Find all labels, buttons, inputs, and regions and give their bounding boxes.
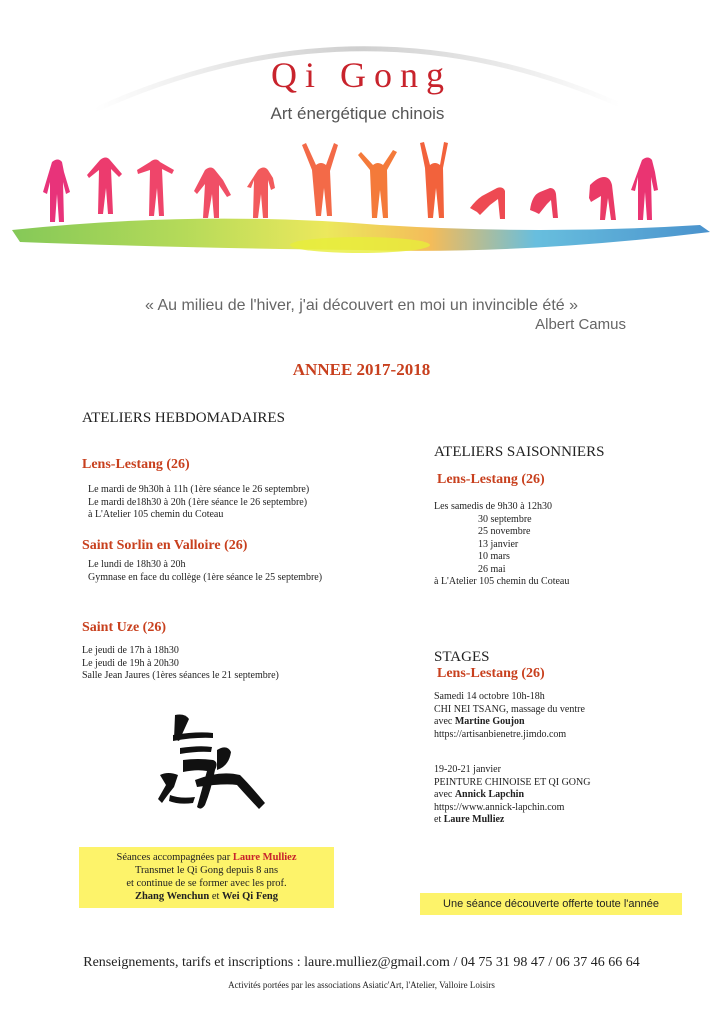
- seasonal-date: 30 septembre: [478, 513, 532, 525]
- seasonal-date: 10 mars: [478, 551, 510, 562]
- seasonal-heading: ATELIERS SAISONNIERS: [434, 444, 605, 460]
- weekly-venue-saint-uze: Saint Uze (26): [82, 620, 166, 635]
- stages-venue: Lens-Lestang (26): [437, 666, 545, 681]
- stage-2-details: [434, 764, 590, 827]
- teacher-bio-box: [79, 847, 334, 908]
- stage-2-and-prefix: et: [434, 814, 442, 825]
- weekly-saint-uze-line: Salle Jean Jaures (1ères séances le 21 septembre): [82, 670, 279, 681]
- stage-1-date: Samedi 14 octobre 10h-18h: [434, 691, 545, 702]
- stage-2-url[interactable]: https://www.annick-lapchin.com: [434, 801, 565, 813]
- stage-2-with: [434, 789, 590, 802]
- quote-author: Albert Camus: [535, 316, 626, 333]
- stage-2-and-name: Laure Mulliez: [443, 814, 505, 825]
- weekly-saint-sorlin-details: [88, 559, 322, 584]
- weekly-venue-saint-sorlin: Saint Sorlin en Valloire (26): [82, 538, 248, 553]
- page-subtitle: Art énergétique chinois: [270, 104, 445, 123]
- weekly-saint-uze-details: [82, 645, 279, 683]
- weekly-lens-line: à L'Atelier 105 chemin du Coteau: [88, 509, 224, 520]
- seasonal-date: 25 novembre: [478, 526, 531, 537]
- stage-2-title: PEINTURE CHINOISE ET QI GONG: [434, 776, 591, 788]
- bio-line-4: [79, 890, 334, 903]
- associations-line: Activités portées par les associations Asiatic'Art, l'Atelier, Valloire Loisirs: [228, 980, 495, 990]
- weekly-heading: ATELIERS HEBDOMADAIRES: [82, 410, 285, 426]
- stage-1-url[interactable]: https://artisanbienetre.jimdo.com: [434, 728, 567, 740]
- weekly-saint-uze-line: Le jeudi de 17h à 18h30: [82, 645, 179, 656]
- stage-1-with-prefix: avec: [434, 716, 453, 727]
- seasonal-date: 26 mai: [478, 563, 506, 575]
- weekly-lens-line: Le mardi de 9h30h à 11h (1ère séance le 26 septembre): [88, 484, 310, 495]
- quote-text: « Au milieu de l'hiver, j'ai découvert en moi un invincible été »: [144, 297, 579, 314]
- weekly-venue-lens: Lens-Lestang (26): [82, 457, 190, 472]
- bio-teacher-sep: et: [211, 891, 220, 902]
- weekly-saint-sorlin-line: Le lundi de 18h30 à 20h: [88, 559, 186, 570]
- stages-heading: STAGES: [434, 649, 490, 665]
- weekly-lens-line: Le mardi de18h30 à 20h (1ère séance le 26 septembre): [88, 496, 308, 508]
- stage-2-and: [434, 814, 590, 827]
- weekly-saint-uze-line: Le jeudi de 19h à 20h30: [82, 657, 179, 669]
- bio-line-3: et continue de se former avec les prof.: [126, 878, 287, 889]
- seasonal-date: 13 janvier: [478, 538, 519, 550]
- stage-1-details: [434, 691, 585, 741]
- seasonal-venue: Lens-Lestang (26): [437, 472, 545, 487]
- seasonal-location: à L'Atelier 105 chemin du Coteau: [434, 576, 570, 587]
- bio-teacher-name: Laure Mulliez: [232, 852, 297, 863]
- stage-2-with-prefix: avec: [434, 789, 453, 800]
- year-heading: ANNEE 2017-2018: [292, 360, 431, 379]
- weekly-lens-details: [88, 484, 309, 522]
- contact-line: Renseignements, tarifs et inscriptions : laure.mulliez@gmail.com / 04 75 31 98 47 / 06 37 46 66 64: [83, 955, 640, 970]
- discovery-offer-badge: Une séance découverte offerte toute l'année: [420, 893, 682, 915]
- weekly-saint-sorlin-line: Gymnase en face du collège (1ère séance le 25 septembre): [88, 571, 323, 583]
- bio-teacher-1: Zhang Wenchun: [134, 891, 210, 902]
- stage-2-date: 19-20-21 janvier: [434, 764, 501, 775]
- bio-teacher-2: Wei Qi Feng: [222, 891, 279, 902]
- qi-calligraphy-icon: [155, 710, 275, 820]
- page-title: Qi Gong: [271, 55, 452, 95]
- stage-1-title: CHI NEI TSANG, massage du ventre: [434, 703, 585, 715]
- bio-line-2: Transmet le Qi Gong depuis 8 ans: [134, 865, 279, 876]
- bio-prefix: Séances accompagnées par: [116, 852, 231, 863]
- seasonal-details: [434, 501, 569, 589]
- stage-2-with-name: Annick Lapchin: [454, 789, 525, 800]
- stage-1-with: [434, 716, 585, 729]
- bio-line-1: [79, 851, 334, 864]
- seasonal-intro: Les samedis de 9h30 à 12h30: [434, 501, 553, 512]
- stage-1-with-name: Martine Goujon: [454, 716, 525, 727]
